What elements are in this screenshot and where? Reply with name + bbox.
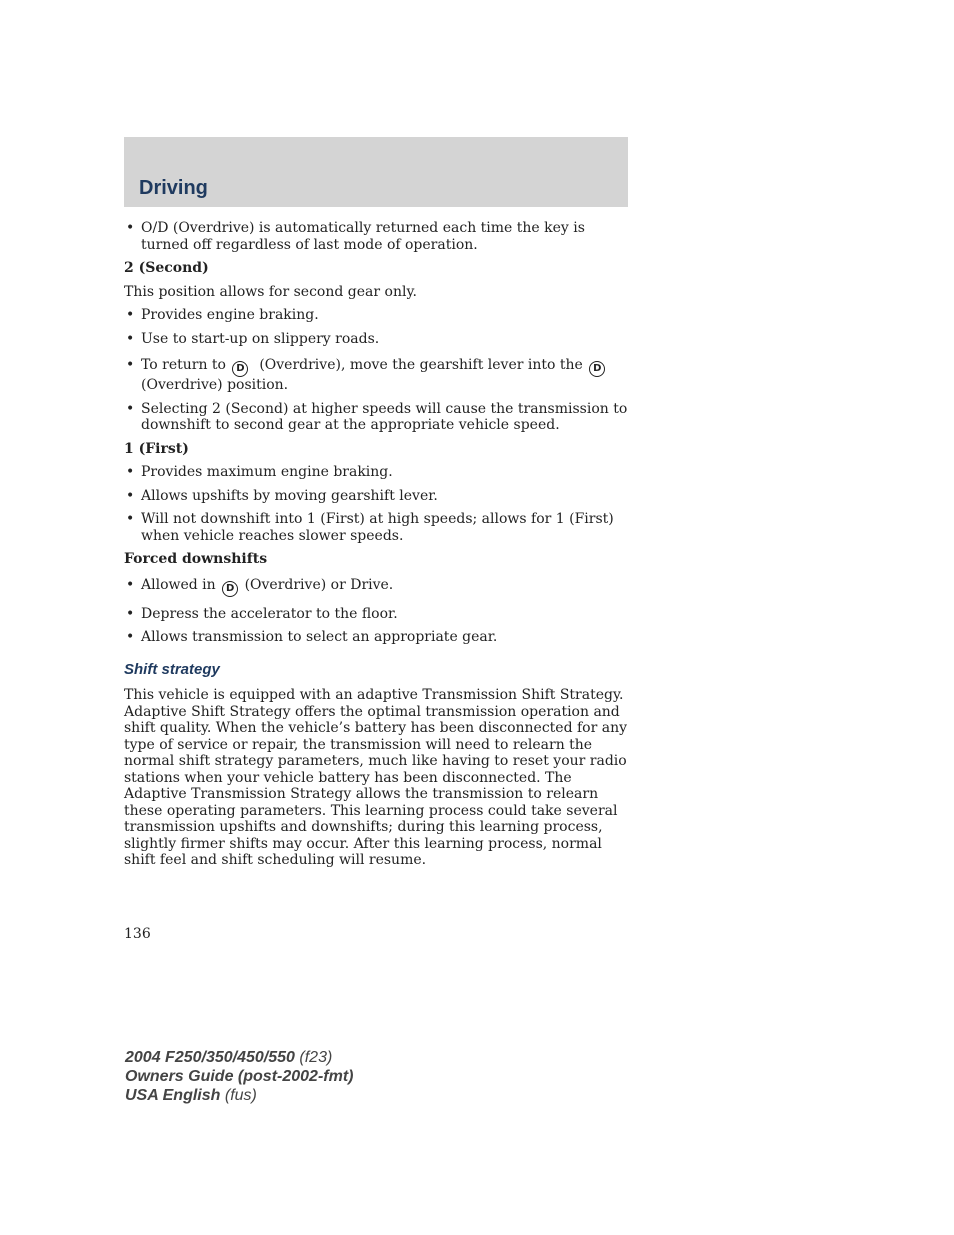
footer-line-language: USA English (fus) [125, 1087, 257, 1104]
list-item: • Depress the accelerator to the floor. [124, 606, 628, 623]
heading-first: 1 (First) [124, 440, 189, 457]
overdrive-icon: D [222, 581, 238, 597]
paragraph: This vehicle is equipped with an adaptive Transmission Shift Strategy. Adaptive Shift Strategy offers the optimal transmission operation and shift quality. When the vehicle’s battery has been disconnected for any type of service or repair, the transmission will need to relearn the normal shift strategy parameters, much like having to reset your radio stations when your vehicle battery has been disconnected. The Adaptive Transmission Strategy allows the transmission to relearn these operating parameters. This learning process could take several transmission upshifts and downshifts; during this learning process, slightly firmer shifts may occur. After this learning process, normal shift feel and shift scheduling will resume. [124, 687, 628, 868]
heading-second: 2 (Second) [124, 260, 209, 276]
list-item: • O/D (Overdrive) is automatically returned each time the key is turned off regardless of last mode of operation. [124, 220, 628, 253]
section-title: Driving [139, 177, 208, 199]
footer-line-model: 2004 F250/350/450/550 (f23) [125, 1049, 333, 1066]
document-footer [125, 1048, 353, 1105]
list-item: • Will not downshift into 1 (First) at high speeds; allows for 1 (First) when vehicle reaches slower speeds. [124, 511, 628, 544]
overdrive-icon: D [589, 361, 605, 377]
list-item: • Selecting 2 (Second) at higher speeds will cause the transmission to downshift to second gear at the appropriate vehicle speed. [124, 401, 628, 434]
list-item: • Provides maximum engine braking. [124, 464, 628, 481]
list-item: • To return to D (Overdrive), move the gearshift lever into the D (Overdrive) position. [124, 357, 628, 394]
overdrive-icon: D [232, 361, 248, 377]
list-item: • Allows transmission to select an appropriate gear. [124, 629, 628, 646]
heading-forced-downshifts: Forced downshifts [124, 551, 268, 567]
list-item: • Allows upshifts by moving gearshift lever. [124, 488, 628, 505]
footer-line-guide: Owners Guide (post-2002-fmt) [125, 1068, 354, 1085]
paragraph: This position allows for second gear only. [124, 283, 417, 300]
page-content [124, 220, 628, 876]
list-item: • Allowed in D (Overdrive) or Drive. [124, 577, 628, 597]
section-header-band [124, 137, 628, 207]
list-item: • Provides engine braking. [124, 307, 628, 324]
list-item: • Use to start-up on slippery roads. [124, 331, 628, 348]
heading-shift-strategy: Shift strategy [124, 660, 220, 678]
page-number: 136 [124, 926, 151, 942]
